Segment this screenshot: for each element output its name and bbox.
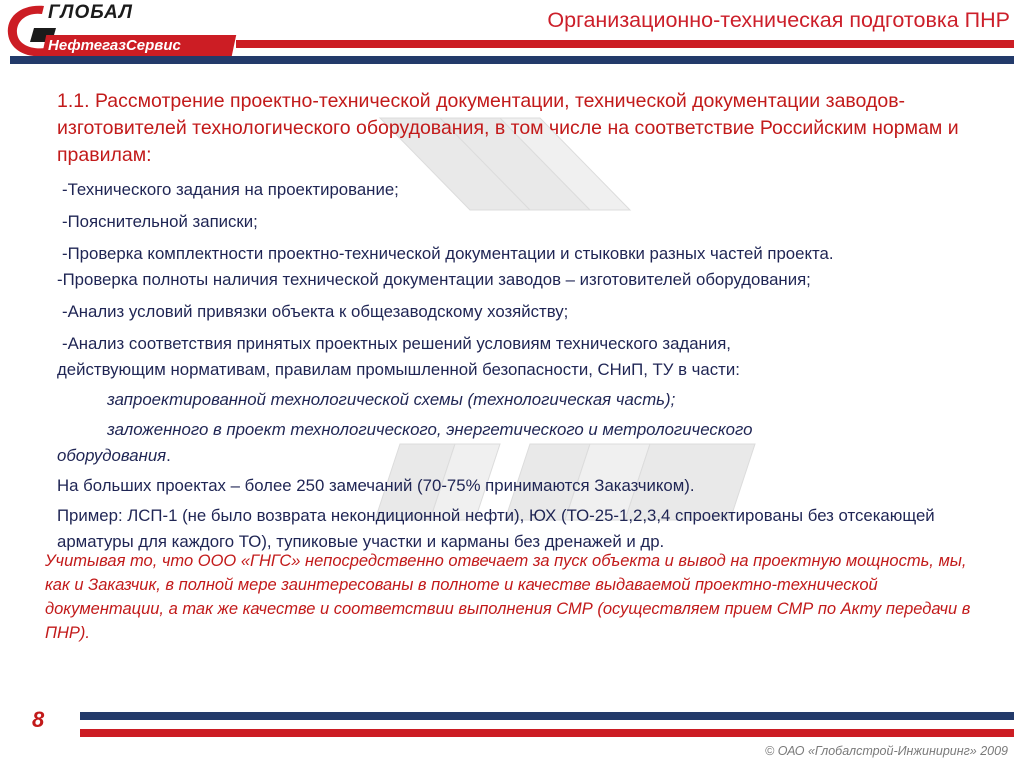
footer-rule-navy (80, 712, 1014, 720)
page-title: Организационно-техническая подготовка ПНР (547, 8, 1010, 32)
header-rule-navy (10, 56, 1014, 64)
page-number: 8 (32, 707, 45, 732)
logo-line1: ГЛОБАЛ (48, 2, 133, 23)
list-subitem: заложенного в проект технологического, энергетического и метрологического (107, 420, 753, 439)
list-subitem: запроектированной технологической схемы (технологическая часть); (107, 390, 676, 409)
header-rule-red (236, 40, 1014, 48)
list-item: -Анализ условий привязки объекта к общезаводскому хозяйству; (62, 302, 569, 321)
main-content (57, 88, 987, 555)
logo-line2: НефтегазСервис (42, 35, 236, 56)
list-item: -Проверка полноты наличия технической документации заводов – изготовителей оборудования; (57, 270, 811, 289)
list-item: -Анализ соответствия принятых проектных решений условиям технического задания, (62, 334, 731, 353)
list-item: -Пояснительной записки; (62, 212, 258, 231)
list-item: Пример: ЛСП-1 (не было возврата некондиционной нефти), ЮХ (ТО-25-1,2,3,4 спроектированы без отсекающей арматуры для каждого ТО), тупиковые участки и карманы без дренажей и др. (57, 506, 935, 551)
list-subitem-period: . (166, 446, 171, 465)
list-subitem-continued (57, 443, 987, 469)
list-item: действующим нормативам, правилам промышленной безопасности, СНиП, ТУ в части: (57, 360, 740, 379)
responsibility-note: Учитывая то, что ООО «ГНГС» непосредственно отвечает за пуск объекта и вывод на проектную мощность, мы, как и Заказчик, в полной мере заинтересованы в полноте и качестве выдаваемой проектно-технической документации, а так же качестве и соответствии выполнения СМР (осуществляем прием СМР по Акту передачи в ПНР). (45, 552, 971, 642)
list-item: -Проверка комплектности проектно-технической документации и стыковки разных частей проекта. (62, 244, 834, 263)
footer-rule-red (80, 729, 1014, 737)
list-subitem-tail: оборудования (57, 446, 167, 465)
list-item: На больших проектах – более 250 замечаний (70-75% принимаются Заказчиком). (57, 476, 695, 495)
list-item: -Технического задания на проектирование; (62, 180, 399, 199)
copyright: © ОАО «Глобалстрой-Инжиниринг» 2009 (765, 744, 1008, 758)
section-heading: 1.1. Рассмотрение проектно-технической документации, технической документации заводов-изготовителей технологического оборудования, в том числе на соответствие Российским нормам и правилам: (57, 90, 959, 166)
